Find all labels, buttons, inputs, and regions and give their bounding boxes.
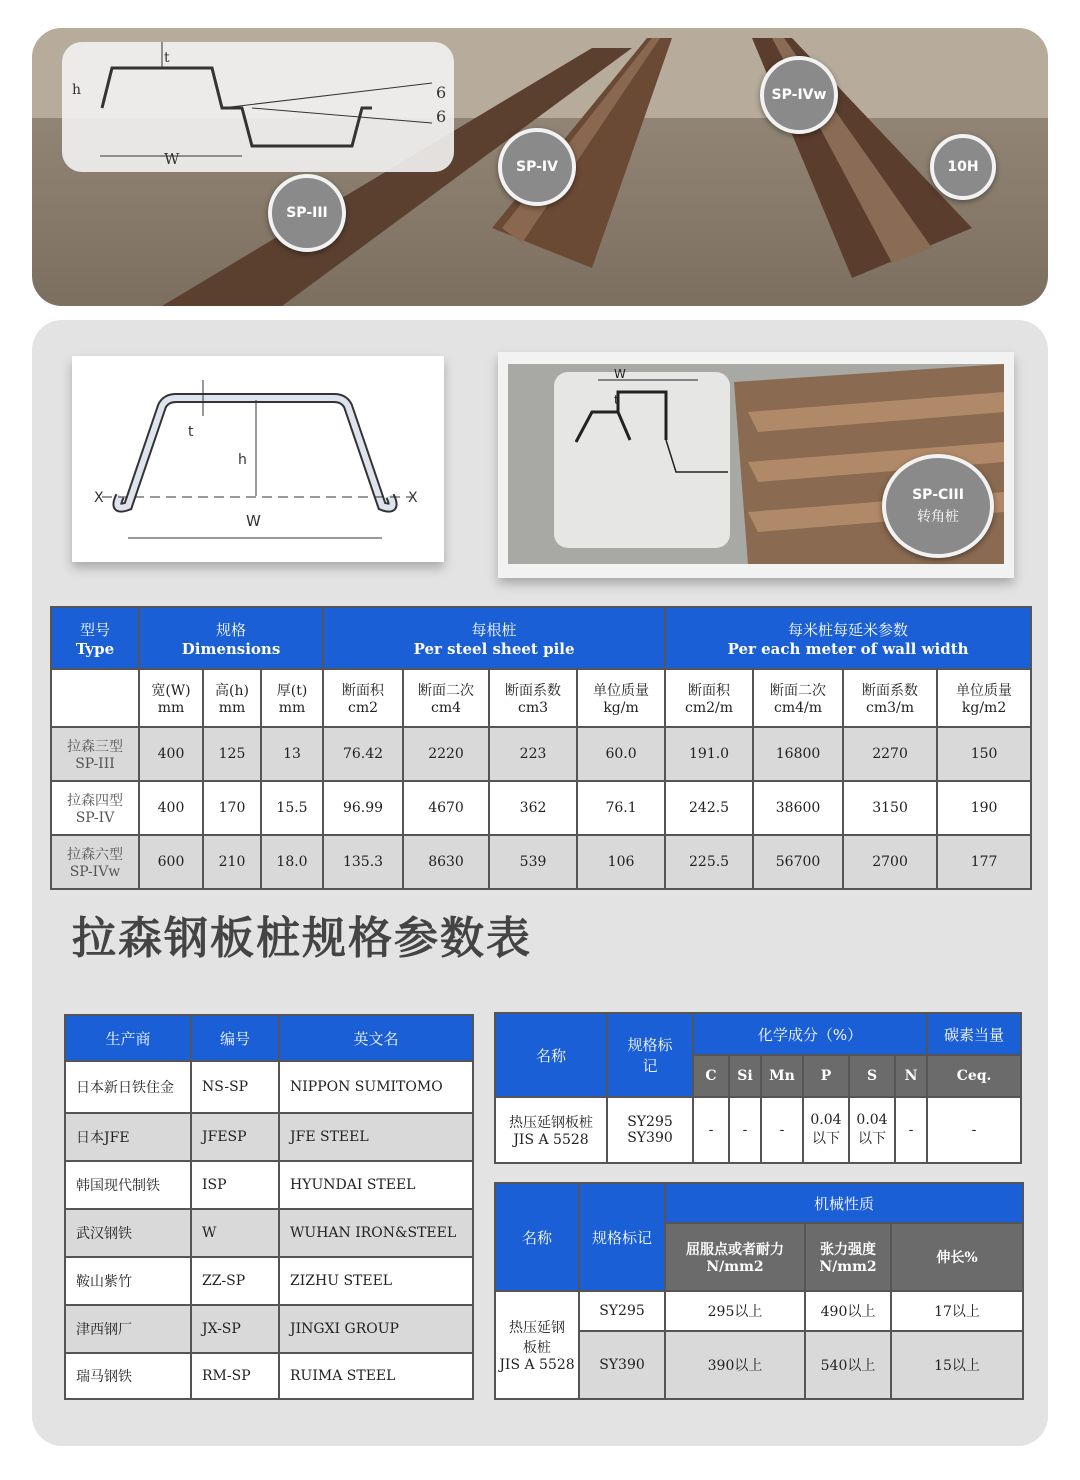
- cell: 362: [489, 781, 577, 835]
- sub-hdr: 宽(W) mm: [139, 669, 203, 727]
- sub-hdr: 厚(t) mm: [261, 669, 323, 727]
- cell: 135.3: [323, 835, 403, 889]
- cell: 鞍山紫竹: [65, 1257, 191, 1305]
- mech-hdr-name: 名称: [495, 1183, 579, 1291]
- table-row: [495, 1291, 1023, 1331]
- table-row: [51, 781, 1031, 835]
- mech-header-row: [495, 1183, 1023, 1223]
- hdr-maker: 生产商: [65, 1015, 191, 1061]
- mech-hdr-mark: 规格标记: [579, 1183, 665, 1291]
- cell: 16800: [753, 727, 843, 781]
- hero-dim-label-1: 6: [436, 83, 447, 102]
- hdr-dimensions: 规格 Dimensions: [139, 607, 323, 669]
- hero-t-label: t: [164, 50, 170, 66]
- t-label: t: [188, 424, 194, 440]
- element-ceq: Ceq.: [927, 1055, 1021, 1097]
- element-p: P: [803, 1055, 849, 1097]
- badge-sp-ciii-code: SP-CIII: [912, 486, 964, 503]
- cell: JFE STEEL: [279, 1113, 473, 1161]
- badge-sp-ciii-name: 转角桩: [917, 509, 959, 525]
- cell: 539: [489, 835, 577, 889]
- cell: 15.5: [261, 781, 323, 835]
- cell: 13: [261, 727, 323, 781]
- photo-w-label: W: [614, 367, 626, 381]
- sub-hdr: 单位质量 kg/m: [577, 669, 665, 727]
- chem-hdr-composition: 化学成分（%）: [693, 1013, 927, 1055]
- sub-hdr: 高(h) mm: [203, 669, 261, 727]
- chem-row-mark: SY295 SY390: [607, 1097, 693, 1163]
- sub-hdr: 单位质量 kg/m2: [937, 669, 1031, 727]
- cell: 400: [139, 781, 203, 835]
- table-row: [65, 1113, 473, 1161]
- cell: 190: [937, 781, 1031, 835]
- photo-t-label: t: [614, 393, 619, 407]
- cell: 150: [937, 727, 1031, 781]
- hdr-per-pile: 每根桩 Per steel sheet pile: [323, 607, 665, 669]
- cell: 490以上: [805, 1291, 891, 1331]
- chem-row-name: 热压延钢板桩 JIS A 5528: [495, 1097, 607, 1163]
- cell: 191.0: [665, 727, 753, 781]
- cell: 106: [577, 835, 665, 889]
- profile-diagram: [72, 356, 444, 562]
- element-si: Si: [729, 1055, 761, 1097]
- hero-photo: [32, 28, 1048, 306]
- table-row: [51, 727, 1031, 781]
- sub-hdr: 断面二次 cm4: [403, 669, 489, 727]
- mech-hdr-elongation: 伸长%: [891, 1223, 1023, 1291]
- cell: 2270: [843, 727, 937, 781]
- mech-table: [494, 1182, 1024, 1400]
- element-c: C: [693, 1055, 729, 1097]
- cell: 2700: [843, 835, 937, 889]
- type-cell: 拉森三型 SP-III: [51, 727, 139, 781]
- sub-hdr-empty: [51, 669, 139, 727]
- cell: 日本JFE: [65, 1113, 191, 1161]
- cell: 295以上: [665, 1291, 805, 1331]
- chem-value: 0.04 以下: [849, 1097, 895, 1163]
- sub-hdr: 断面二次 cm4/m: [753, 669, 843, 727]
- cell: 177: [937, 835, 1031, 889]
- spec-table: [50, 606, 1032, 890]
- table-row: [495, 1097, 1021, 1163]
- table-row: [65, 1161, 473, 1209]
- mech-row-name: 热压延钢 板桩 JIS A 5528: [495, 1291, 579, 1399]
- cell: ISP: [191, 1161, 279, 1209]
- cell: W: [191, 1209, 279, 1257]
- cell: 3150: [843, 781, 937, 835]
- badge-sp-iv: SP-IV: [498, 128, 576, 206]
- cell: 96.99: [323, 781, 403, 835]
- element-s: S: [849, 1055, 895, 1097]
- badge-sp-ivw: SP-IVw: [760, 56, 838, 134]
- mech-hdr-properties: 机械性质: [665, 1183, 1023, 1223]
- corner-pile-photo: [498, 352, 1014, 578]
- x-right-label: X: [408, 490, 418, 506]
- cell: JFESP: [191, 1113, 279, 1161]
- spec-group-header-row: [51, 607, 1031, 669]
- cell: 18.0: [261, 835, 323, 889]
- cell: SY390: [579, 1331, 665, 1399]
- hdr-per-meter: 每米桩每延米参数 Per each meter of wall width: [665, 607, 1031, 669]
- cell: 日本新日铁住金: [65, 1061, 191, 1113]
- cell: 2220: [403, 727, 489, 781]
- hero-w-label: W: [164, 150, 180, 168]
- chem-value: -: [895, 1097, 927, 1163]
- sub-hdr: 断面系数 cm3: [489, 669, 577, 727]
- badge-sp-iii: SP-III: [268, 174, 346, 252]
- type-cell: 拉森四型 SP-IV: [51, 781, 139, 835]
- cell: 韩国现代制铁: [65, 1161, 191, 1209]
- cell: 242.5: [665, 781, 753, 835]
- cell: 8630: [403, 835, 489, 889]
- cell: 56700: [753, 835, 843, 889]
- cell: 223: [489, 727, 577, 781]
- badge-10h: 10H: [930, 134, 996, 200]
- chem-value: 0.04 以下: [803, 1097, 849, 1163]
- page-title: 拉森钢板桩规格参数表: [72, 913, 532, 964]
- table-row: [65, 1305, 473, 1353]
- chem-value: -: [693, 1097, 729, 1163]
- table-row: [65, 1257, 473, 1305]
- chem-value: -: [761, 1097, 803, 1163]
- cell: RM-SP: [191, 1353, 279, 1399]
- chem-hdr-mark: 规格标 记: [607, 1013, 693, 1097]
- type-cell: 拉森六型 SP-IVw: [51, 835, 139, 889]
- cell: 津西钢厂: [65, 1305, 191, 1353]
- chem-value: -: [927, 1097, 1021, 1163]
- cell: 600: [139, 835, 203, 889]
- h-label: h: [238, 452, 247, 468]
- chem-value: -: [729, 1097, 761, 1163]
- cell: 60.0: [577, 727, 665, 781]
- sub-hdr: 断面积 cm2/m: [665, 669, 753, 727]
- hdr-code: 编号: [191, 1015, 279, 1061]
- cell: 瑞马钢铁: [65, 1353, 191, 1399]
- cell: ZZ-SP: [191, 1257, 279, 1305]
- maker-header-row: [65, 1015, 473, 1061]
- mech-hdr-yield: 屈服点或者耐力 N/mm2: [665, 1223, 805, 1291]
- cell: WUHAN IRON&STEEL: [279, 1209, 473, 1257]
- cell: 210: [203, 835, 261, 889]
- hero-dim-label-2: 6: [436, 107, 447, 126]
- cell: 17以上: [891, 1291, 1023, 1331]
- chem-table: [494, 1012, 1022, 1164]
- cell: HYUNDAI STEEL: [279, 1161, 473, 1209]
- cell: RUIMA STEEL: [279, 1353, 473, 1399]
- chem-header-row: [495, 1013, 1021, 1055]
- badge-sp-ciii: [882, 454, 994, 558]
- cell: ZIZHU STEEL: [279, 1257, 473, 1305]
- cell: JINGXI GROUP: [279, 1305, 473, 1353]
- table-row: [65, 1061, 473, 1113]
- cell: 76.1: [577, 781, 665, 835]
- cell: 540以上: [805, 1331, 891, 1399]
- cell: 76.42: [323, 727, 403, 781]
- cell: 390以上: [665, 1331, 805, 1399]
- cell: 38600: [753, 781, 843, 835]
- sub-hdr: 断面系数 cm3/m: [843, 669, 937, 727]
- element-mn: Mn: [761, 1055, 803, 1097]
- table-row: [51, 835, 1031, 889]
- cell: 400: [139, 727, 203, 781]
- cell: 225.5: [665, 835, 753, 889]
- spec-sub-header-row: [51, 669, 1031, 727]
- table-row: [65, 1209, 473, 1257]
- w-label: W: [246, 512, 261, 530]
- cell: 125: [203, 727, 261, 781]
- hdr-type: 型号 Type: [51, 607, 139, 669]
- sub-hdr: 断面积 cm2: [323, 669, 403, 727]
- cell: JX-SP: [191, 1305, 279, 1353]
- cell: 武汉钢铁: [65, 1209, 191, 1257]
- x-left-label: X: [94, 490, 104, 506]
- hero-h-label: h: [72, 82, 82, 98]
- mech-hdr-tensile: 张力强度 N/mm2: [805, 1223, 891, 1291]
- chem-hdr-name: 名称: [495, 1013, 607, 1097]
- cell: NS-SP: [191, 1061, 279, 1113]
- cell: NIPPON SUMITOMO: [279, 1061, 473, 1113]
- hdr-english-name: 英文名: [279, 1015, 473, 1061]
- maker-table: [64, 1014, 474, 1400]
- element-n: N: [895, 1055, 927, 1097]
- cell: 4670: [403, 781, 489, 835]
- cell: SY295: [579, 1291, 665, 1331]
- table-row: [65, 1353, 473, 1399]
- cell: 15以上: [891, 1331, 1023, 1399]
- chem-hdr-carbon: 碳素当量: [927, 1013, 1021, 1055]
- cell: 170: [203, 781, 261, 835]
